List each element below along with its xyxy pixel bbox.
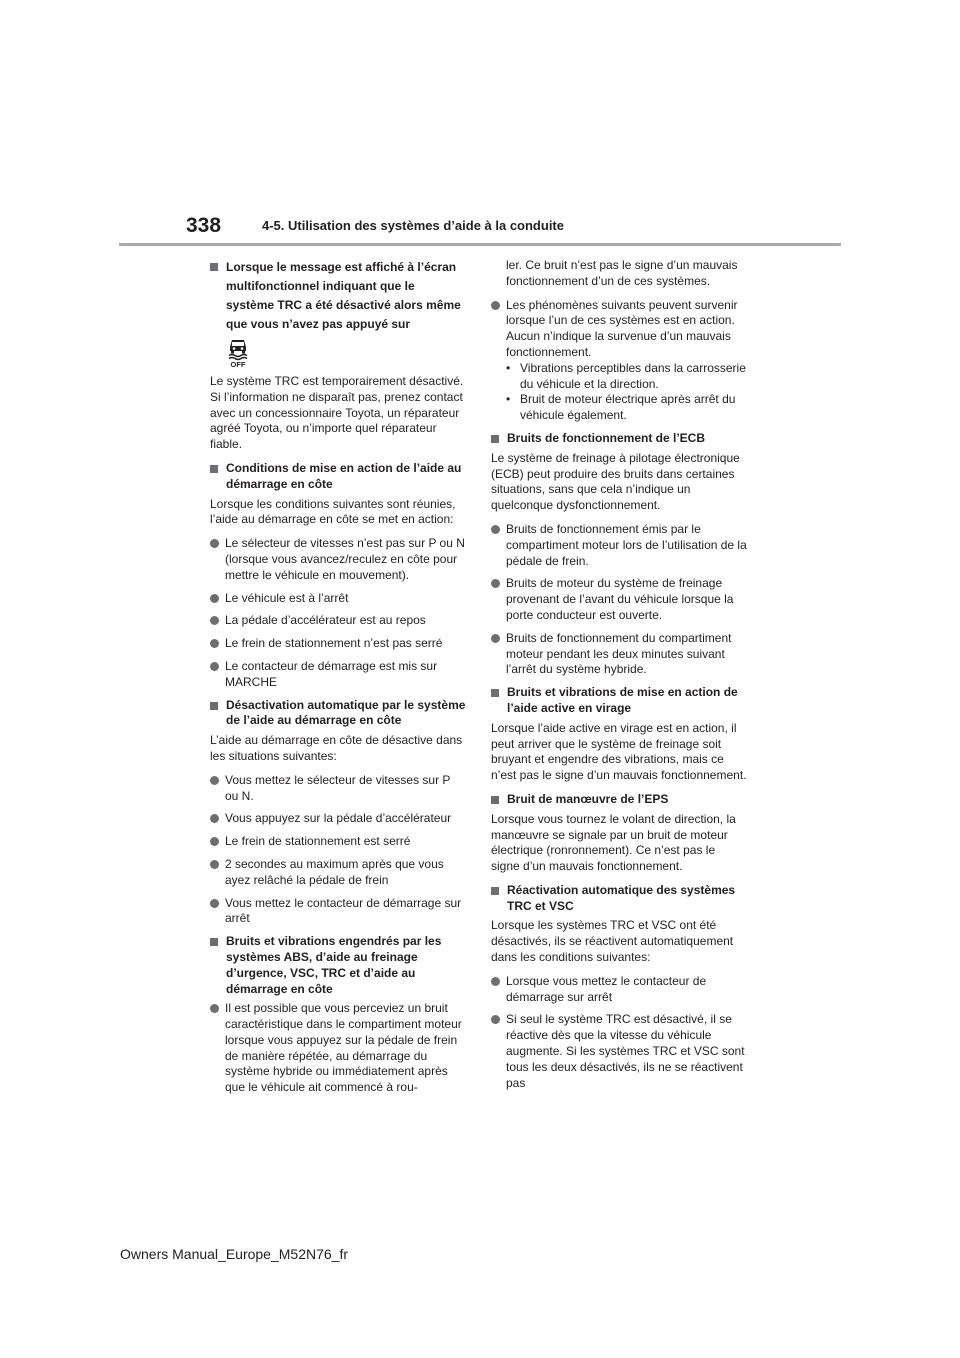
list-item: Bruits de fonctionnement émis par le compartiment moteur lors de l’utilisation de la pédale de frein. [491, 522, 747, 569]
list-item: Vous mettez le contacteur de démarrage sur arrêt [210, 896, 466, 928]
list-item: Lorsque vous mettez le contacteur de démarrage sur arrêt [491, 974, 747, 1006]
list-item: Bruits de fonctionnement du compartiment moteur pendant les deux minutes suivant l’arrêt du système hybride. [491, 631, 747, 678]
heading-trc-message: Lorsque le message est affiché à l’écran multifonctionnel indiquant que le système TRC a été désactivé alors même que vous n’avez pas appuyé sur [210, 258, 466, 334]
footer-document-id: Owners Manual_Europe_M52N76_fr [120, 1246, 349, 1262]
list-item: Le contacteur de démarrage est mis sur MARCHE [210, 659, 466, 691]
list-item: Les phénomènes suivants peuvent survenir lorsque l’un de ces systèmes est en action. Aucun n’indique la survenue d’un mauvais fonctionnement. [491, 298, 747, 361]
sub-list-item: • Bruit de moteur électrique après arrêt du véhicule également. [491, 392, 747, 424]
paragraph-reactivation: Lorsque les systèmes TRC et VSC ont été désactivés, ils se réactivent automatiquement dans les conditions suivantes: [491, 918, 734, 965]
heading-reactivation: Réactivation automatique des systèmes TRC et VSC [491, 883, 747, 915]
list-item: Le sélecteur de vitesses n’est pas sur P ou N (lorsque vous avancez/reculez en côte pour mettre le véhicule en mouvement). [210, 536, 466, 583]
heading-conditions: Conditions de mise en action de l’aide au démarrage en côte [210, 461, 466, 493]
list-item: Vous mettez le sélecteur de vitesses sur P ou N. [210, 773, 466, 805]
paragraph-conditions: Lorsque les conditions suivantes sont réunies, l’aide au démarrage en côte se met en action: [210, 496, 456, 527]
section-title: 4-5. Utilisation des systèmes d’aide à la conduite [262, 218, 564, 233]
list-item: Vous appuyez sur la pédale d’accélérateur [210, 811, 466, 827]
list-item: Le véhicule est à l’arrêt [210, 591, 466, 607]
trc-off-icon [226, 338, 250, 368]
paragraph-ecb: Le système de freinage à pilotage électronique (ECB) peut produire des bruits dans certaines situations, sans que cela n’indique un quelconque dysfonctionnement. [491, 450, 740, 513]
list-item: Il est possible que vous perceviez un bruit caractéristique dans le compartiment moteur lorsque vous appuyez sur la pédale de frein de manière répétée, au démarrage du système hybride ou immédiatement après que le véhicule ait commencé à rou- [210, 1001, 466, 1096]
heading-ecb: Bruits de fonctionnement de l’ECB [491, 431, 747, 447]
left-column [210, 258, 466, 1096]
heading-deactivation: Désactivation automatique par le système de l’aide au démarrage en côte [210, 698, 466, 730]
list-item: 2 secondes au maximum après que vous ayez relâché la pédale de frein [210, 857, 466, 889]
paragraph-trc: Le système TRC est temporairement désactivé. Si l’information ne disparaît pas, prenez contact avec un concessionnaire Toyota, un réparateur agréé Toyota, ou n’importe quel réparateur fiable. [210, 374, 464, 452]
paragraph-active-cornering: Lorsque l’aide active en virage est en action, il peut arriver que le système de freinage soit bruyant et engendre des vibrations, mais ce n’est pas le signe d’un mauvais fonctionnement. [491, 720, 747, 783]
list-item: Bruits de moteur du système de freinage provenant de l’avant du véhicule lorsque la porte conducteur est ouverte. [491, 576, 747, 623]
heading-active-cornering: Bruits et vibrations de mise en action de l’aide active en virage [491, 685, 747, 717]
page-number: 338 [186, 214, 222, 237]
trc-off-icon-label: OFF [230, 360, 246, 368]
list-item: La pédale d’accélérateur est au repos [210, 613, 466, 629]
list-item: Le frein de stationnement est serré [210, 834, 466, 850]
header-rule [119, 243, 841, 246]
paragraph-continued: ler. Ce bruit n’est pas le signe d’un mauvais fonctionnement d’un de ces systèmes. [506, 258, 738, 288]
sub-list-item: • Vibrations perceptibles dans la carrosserie du véhicule et la direction. [491, 361, 747, 393]
right-column [491, 258, 747, 1098]
heading-eps: Bruit de manœuvre de l’EPS [491, 792, 747, 808]
list-item: Si seul le système TRC est désactivé, il se réactive dès que la vitesse du véhicule augmente. Si les systèmes TRC et VSC sont tous les deux désactivés, ils ne se réactivent pas [491, 1012, 747, 1091]
list-item: Le frein de stationnement n’est pas serré [210, 636, 466, 652]
paragraph-deactivation: L’aide au démarrage en côte de désactive dans les situations suivantes: [210, 733, 463, 763]
heading-noises-abs: Bruits et vibrations engendrés par les systèmes ABS, d’aide au freinage d’urgence, VSC, TRC et d’aide au démarrage en côte [210, 934, 466, 997]
paragraph-eps: Lorsque vous tournez le volant de direction, la manœuvre se signale par un bruit de moteur électrique (ronronnement). Ce n’est pas le signe d’un mauvais fonctionnement. [491, 811, 736, 874]
